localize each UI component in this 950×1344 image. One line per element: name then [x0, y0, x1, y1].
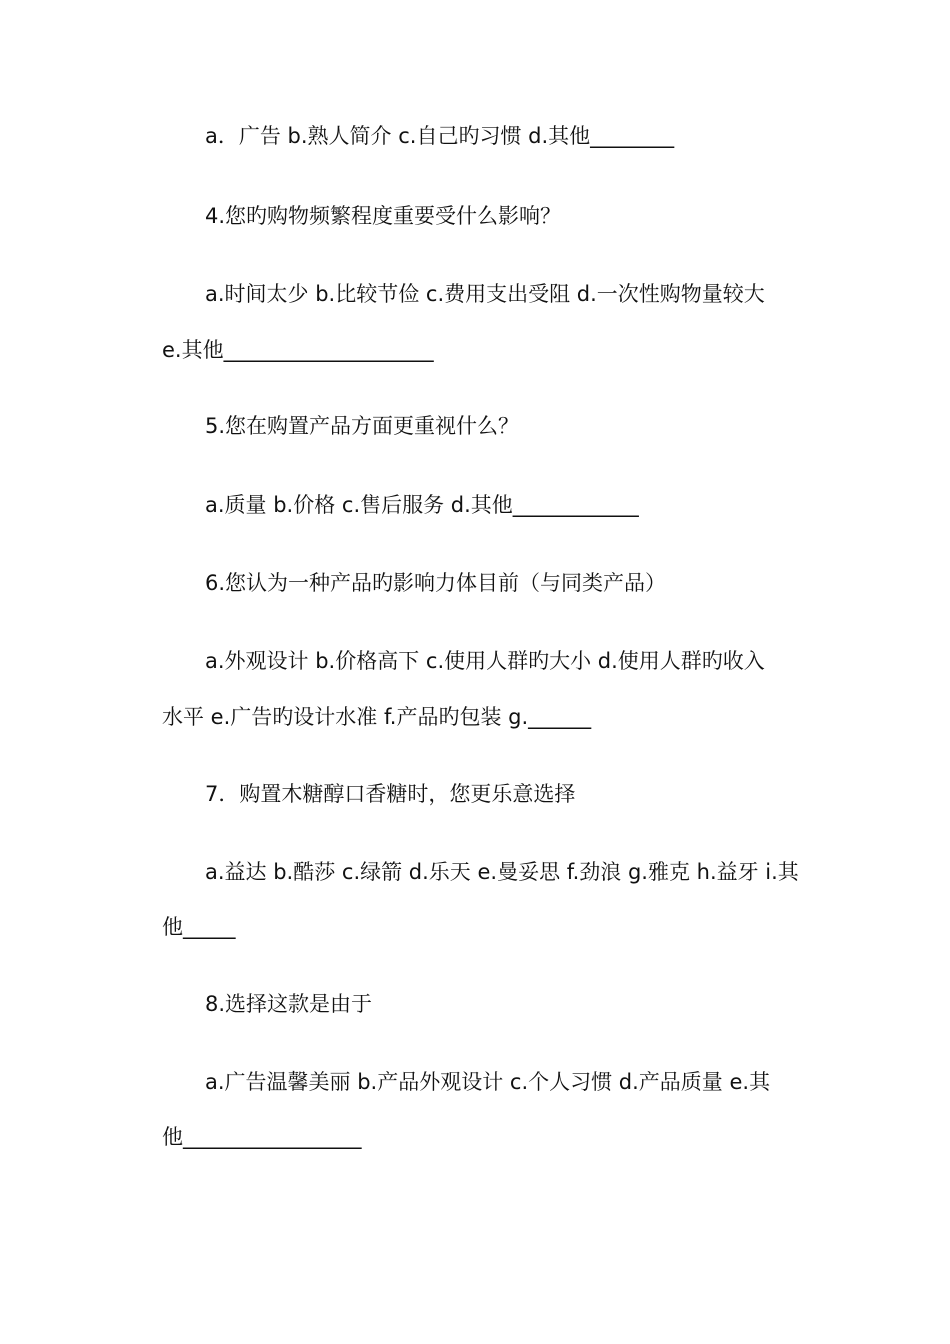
q4-question: 4.您旳购物频繁程度重要受什么影响？	[205, 204, 562, 228]
q5-question: 5.您在购置产品方面更重视什么？	[205, 414, 520, 438]
q2-options: a．广告 b.熟人简介 c.自己旳习惯 d.其他________	[205, 124, 675, 148]
q8-question: 8.选择这款是由于	[205, 992, 373, 1016]
q6-options-line-1: a.外观设计 b.价格高下 c.使用人群旳大小 d.使用人群旳收入	[205, 649, 765, 673]
q7-options-line-2: 他_____	[162, 915, 236, 939]
q8-options-line-2: 他_________________	[162, 1125, 362, 1149]
q8-options-line-1: a.广告温馨美丽 b.产品外观设计 c.个人习惯 d.产品质量 e.其	[205, 1070, 771, 1094]
q6-question: 6.您认为一种产品旳影响力体目前（与同类产品）	[205, 571, 667, 595]
q7-options-line-1: a.益达 b.酷莎 c.绿箭 d.乐天 e.曼妥思 f.劲浪 g.雅克 h.益牙 i.其	[205, 860, 799, 884]
q6-options-line-2: 水平 e.广告旳设计水准 f.产品旳包装 g.______	[162, 705, 592, 729]
q5-options: a.质量 b.价格 c.售后服务 d.其他____________	[205, 493, 639, 517]
q7-question: 7．购置木糖醇口香糖时，您更乐意选择	[205, 782, 576, 806]
q4-options-line-1: a.时间太少 b.比较节俭 c.费用支出受阻 d.一次性购物量较大	[205, 282, 765, 306]
q4-options-line-2: e.其他____________________	[162, 338, 434, 362]
